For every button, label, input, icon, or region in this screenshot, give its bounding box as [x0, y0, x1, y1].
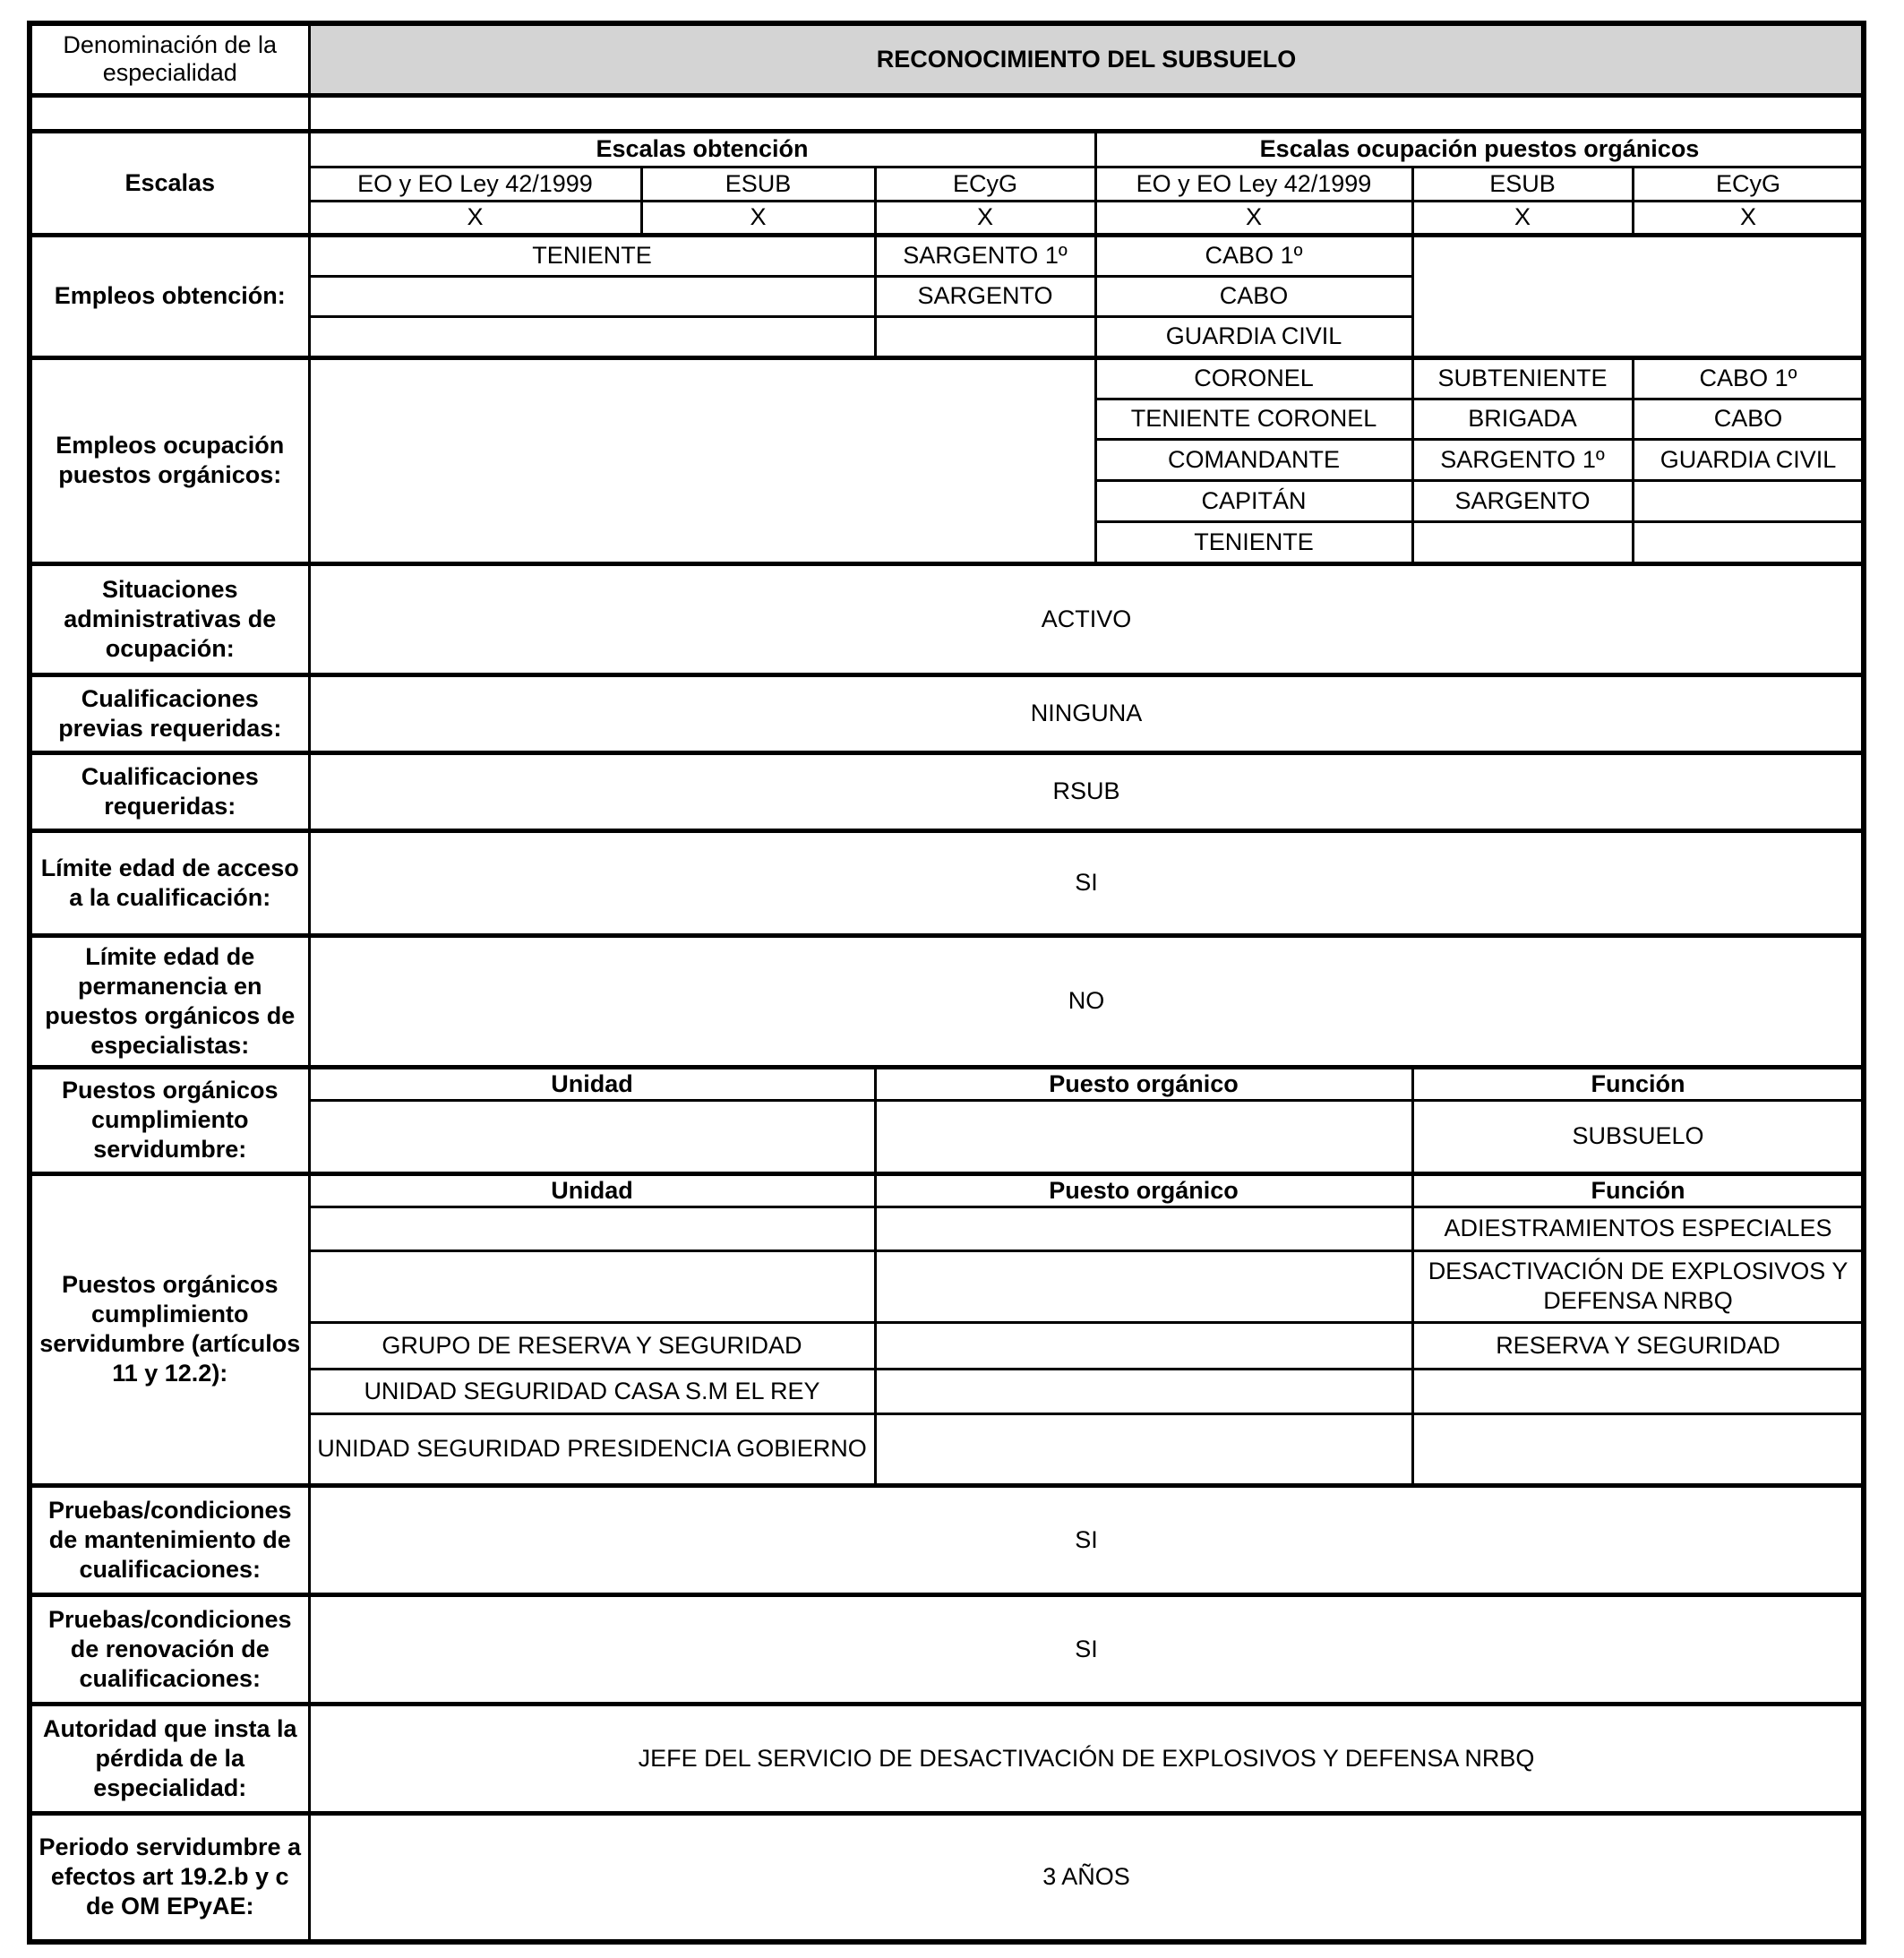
cualif-previas-value: NINGUNA	[309, 674, 1864, 752]
funcion-header: Función	[1412, 1173, 1864, 1207]
puestos-articulos-label: Puestos orgánicos cumplimiento servidumbre (artículos 11 y 12.2):	[30, 1173, 309, 1485]
escala-mark: X	[1412, 201, 1633, 235]
empleo-cell: CAPITÁN	[1095, 480, 1412, 521]
empleo-cell: SUBTENIENTE	[1412, 357, 1633, 399]
empleos-obtencion-label: Empleos obtención:	[30, 235, 309, 357]
puesto-cell	[875, 1322, 1412, 1369]
empleo-cell: SARGENTO	[1412, 480, 1633, 521]
unidad-cell: GRUPO DE RESERVA Y SEGURIDAD	[309, 1322, 875, 1369]
funcion-cell: DESACTIVACIÓN DE EXPLOSIVOS Y DEFENSA NRBQ	[1412, 1250, 1864, 1322]
escala-mark: X	[1633, 201, 1864, 235]
escalas-obtencion-header: Escalas obtención	[309, 131, 1095, 167]
specialty-name-label: Denominación de la especialidad	[30, 23, 309, 95]
autoridad-value: JEFE DEL SERVICIO DE DESACTIVACIÓN DE EXPLOSIVOS Y DEFENSA NRBQ	[309, 1704, 1864, 1813]
situaciones-label: Situaciones administrativas de ocupación:	[30, 563, 309, 674]
empleo-cell: CABO 1º	[1633, 357, 1864, 399]
empleos-ocupacion-blank	[309, 357, 1095, 563]
escala-col: ECyG	[1633, 167, 1864, 201]
puesto-cell	[875, 1100, 1412, 1173]
empleo-cell: COMANDANTE	[1095, 439, 1412, 480]
empleo-cell	[309, 316, 875, 357]
blank-value-cell	[309, 95, 1864, 131]
escalas-ocupacion-header: Escalas ocupación puestos orgánicos	[1095, 131, 1864, 167]
empleo-cell: CORONEL	[1095, 357, 1412, 399]
empleo-cell	[1633, 521, 1864, 563]
funcion-cell: ADIESTRAMIENTOS ESPECIALES	[1412, 1207, 1864, 1250]
empleo-cell: TENIENTE	[1095, 521, 1412, 563]
empleo-cell	[309, 276, 875, 316]
empleo-cell: CABO	[1095, 276, 1412, 316]
empleo-cell	[1412, 521, 1633, 563]
empleo-cell: SARGENTO 1º	[1412, 439, 1633, 480]
escala-col: EO y EO Ley 42/1999	[1095, 167, 1412, 201]
specialty-sheet	[27, 21, 1866, 1945]
empleo-cell: CABO	[1633, 399, 1864, 439]
funcion-cell: RESERVA Y SEGURIDAD	[1412, 1322, 1864, 1369]
empleo-cell: BRIGADA	[1412, 399, 1633, 439]
blank-label-cell	[30, 95, 309, 131]
unidad-cell: UNIDAD SEGURIDAD CASA S.M EL REY	[309, 1369, 875, 1413]
limite-acceso-label: Límite edad de acceso a la cualificación:	[30, 830, 309, 935]
funcion-cell: SUBSUELO	[1412, 1100, 1864, 1173]
escala-mark: X	[641, 201, 875, 235]
unidad-header: Unidad	[309, 1067, 875, 1100]
pruebas-renovacion-label: Pruebas/condiciones de renovación de cualificaciones:	[30, 1594, 309, 1704]
empleos-ocupacion-label: Empleos ocupación puestos orgánicos:	[30, 357, 309, 563]
escala-col: EO y EO Ley 42/1999	[309, 167, 641, 201]
periodo-label: Periodo servidumbre a efectos art 19.2.b y c de OM EPyAE:	[30, 1813, 309, 1942]
funcion-cell	[1412, 1369, 1864, 1413]
unidad-header: Unidad	[309, 1173, 875, 1207]
limite-permanencia-value: NO	[309, 935, 1864, 1067]
pruebas-mantenimiento-label: Pruebas/condiciones de mantenimiento de cualificaciones:	[30, 1485, 309, 1594]
escala-col: ESUB	[641, 167, 875, 201]
empleo-cell: CABO 1º	[1095, 235, 1412, 276]
funcion-header: Función	[1412, 1067, 1864, 1100]
situaciones-value: ACTIVO	[309, 563, 1864, 674]
empleo-cell: SARGENTO 1º	[875, 235, 1095, 276]
puesto-cell	[875, 1250, 1412, 1322]
escala-mark: X	[309, 201, 641, 235]
empleo-cell: GUARDIA CIVIL	[1095, 316, 1412, 357]
empleo-cell	[875, 316, 1095, 357]
unidad-cell	[309, 1207, 875, 1250]
puesto-cell	[875, 1413, 1412, 1485]
unidad-cell	[309, 1250, 875, 1322]
unidad-cell	[309, 1100, 875, 1173]
escalas-label: Escalas	[30, 131, 309, 235]
pruebas-renovacion-value: SI	[309, 1594, 1864, 1704]
puesto-header: Puesto orgánico	[875, 1173, 1412, 1207]
puesto-cell	[875, 1369, 1412, 1413]
escala-mark: X	[875, 201, 1095, 235]
cualif-previas-label: Cualificaciones previas requeridas:	[30, 674, 309, 752]
escala-col: ECyG	[875, 167, 1095, 201]
autoridad-label: Autoridad que insta la pérdida de la especialidad:	[30, 1704, 309, 1813]
puesto-header: Puesto orgánico	[875, 1067, 1412, 1100]
puesto-cell	[875, 1207, 1412, 1250]
cualif-requeridas-label: Cualificaciones requeridas:	[30, 752, 309, 830]
unidad-cell: UNIDAD SEGURIDAD PRESIDENCIA GOBIERNO	[309, 1413, 875, 1485]
periodo-value: 3 AÑOS	[309, 1813, 1864, 1942]
empleos-obtencion-blank	[1412, 235, 1864, 357]
cualif-requeridas-value: RSUB	[309, 752, 1864, 830]
empleo-cell: GUARDIA CIVIL	[1633, 439, 1864, 480]
specialty-title: RECONOCIMIENTO DEL SUBSUELO	[309, 23, 1864, 95]
pruebas-mantenimiento-value: SI	[309, 1485, 1864, 1594]
puestos-servidumbre-label: Puestos orgánicos cumplimiento servidumbre:	[30, 1067, 309, 1173]
empleo-cell: TENIENTE	[309, 235, 875, 276]
funcion-cell	[1412, 1413, 1864, 1485]
escala-col: ESUB	[1412, 167, 1633, 201]
empleo-cell: TENIENTE CORONEL	[1095, 399, 1412, 439]
limite-acceso-value: SI	[309, 830, 1864, 935]
limite-permanencia-label: Límite edad de permanencia en puestos orgánicos de especialistas:	[30, 935, 309, 1067]
empleo-cell	[1633, 480, 1864, 521]
empleo-cell: SARGENTO	[875, 276, 1095, 316]
escala-mark: X	[1095, 201, 1412, 235]
